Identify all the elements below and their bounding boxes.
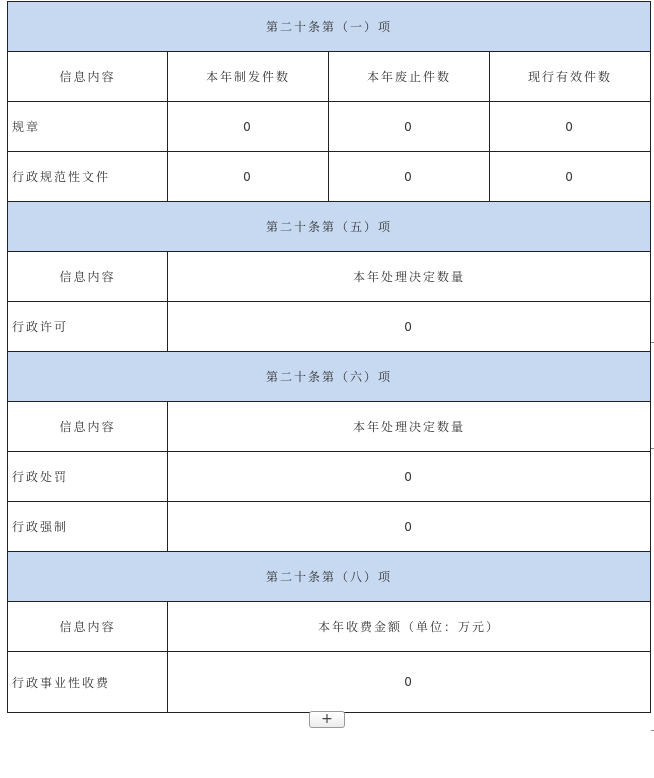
table-cell: 0 <box>168 102 329 152</box>
row-label: 行政许可 <box>8 302 168 352</box>
column-header: 信息内容 <box>8 602 168 652</box>
column-header: 信息内容 <box>8 252 168 302</box>
column-header: 现行有效件数 <box>490 52 651 102</box>
section-title: 第二十条第（六）项 <box>8 352 651 402</box>
table-cell: 0 <box>168 502 651 552</box>
row-label: 行政处罚 <box>8 452 168 502</box>
section-title: 第二十条第（五）项 <box>8 202 651 252</box>
row-label: 行政事业性收费 <box>8 652 168 713</box>
table-cell: 0 <box>490 102 651 152</box>
column-header: 本年处理决定数量 <box>168 402 651 452</box>
table-cell: 0 <box>168 452 651 502</box>
row-label: 行政强制 <box>8 502 168 552</box>
disclosure-table <box>7 1 651 713</box>
table-cell: 0 <box>168 152 329 202</box>
row-label: 规章 <box>8 102 168 152</box>
column-header: 本年制发件数 <box>168 52 329 102</box>
column-header: 本年处理决定数量 <box>168 252 651 302</box>
add-row-button[interactable]: + <box>309 711 345 728</box>
column-header: 本年收费金额（单位：万元） <box>168 602 651 652</box>
table-cell: 0 <box>168 302 651 352</box>
table-cell: 0 <box>329 152 490 202</box>
table-cell: 0 <box>168 652 651 713</box>
column-header: 信息内容 <box>8 52 168 102</box>
row-label: 行政规范性文件 <box>8 152 168 202</box>
section-title: 第二十条第（一）项 <box>8 2 651 52</box>
table-cell: 0 <box>329 102 490 152</box>
column-header: 本年废止件数 <box>329 52 490 102</box>
table-cell: 0 <box>490 152 651 202</box>
column-header: 信息内容 <box>8 402 168 452</box>
section-title: 第二十条第（八）项 <box>8 552 651 602</box>
